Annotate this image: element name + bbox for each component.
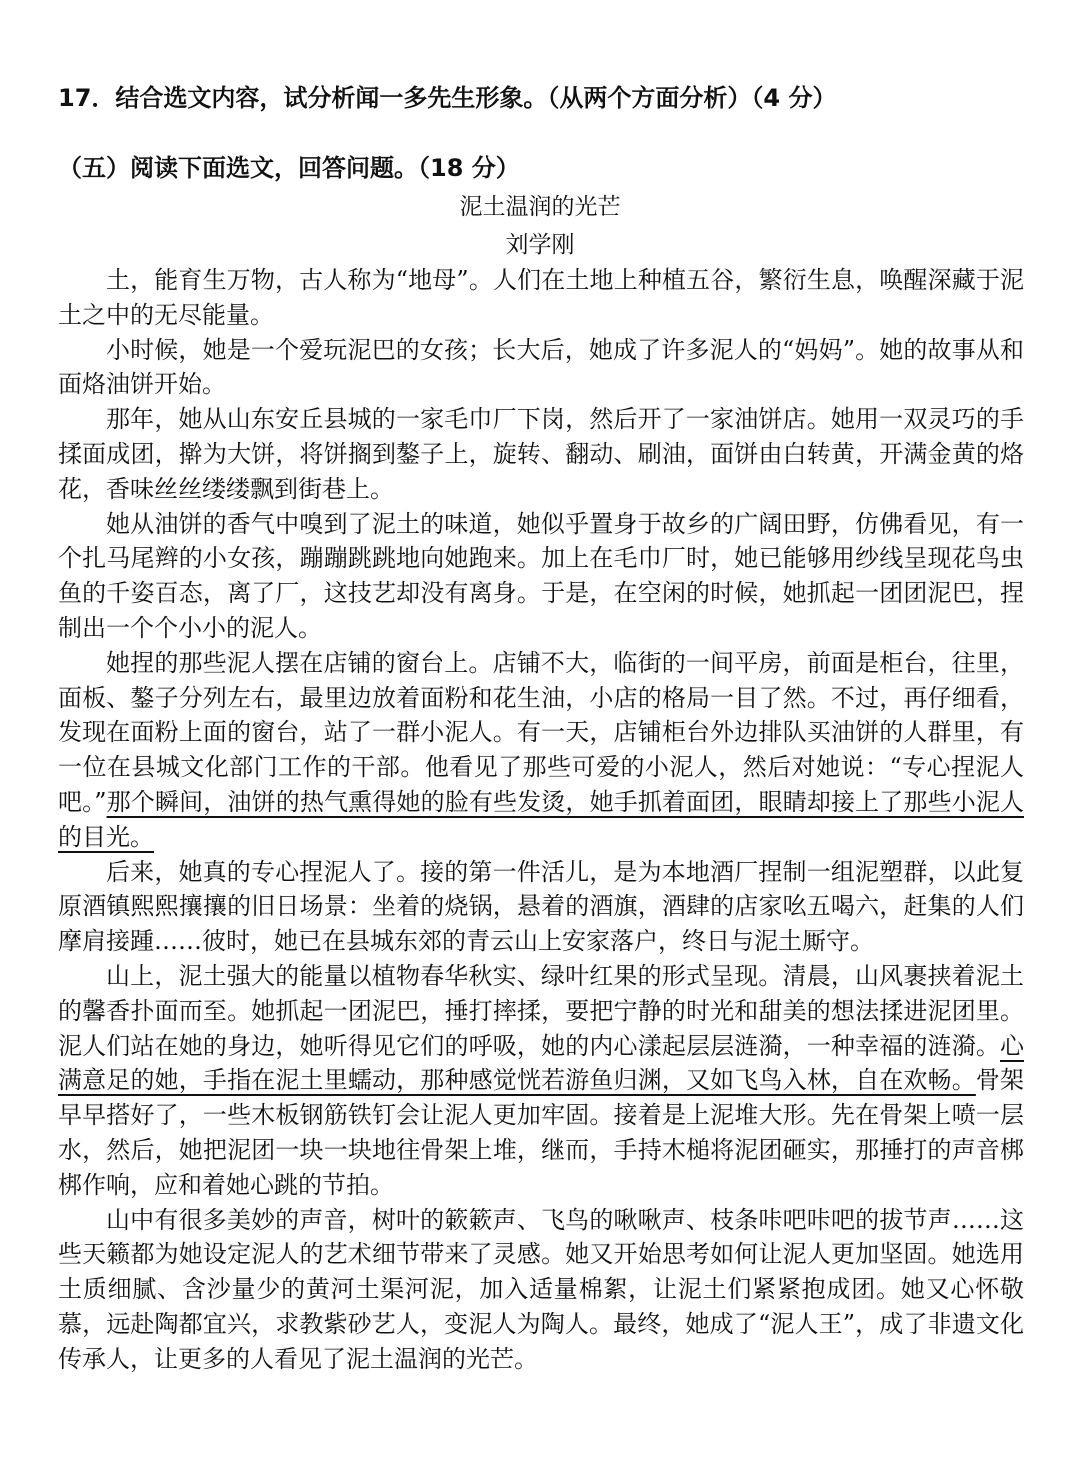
paragraph-3: 那年，她从山东安丘县城的一家毛巾厂下岗，然后开了一家油饼店。她用一双灵巧的手揉面成团，擀为大饼，将饼搁到鏊子上，旋转、翻动、刷油，面饼由白转黄，开满金黄的烙花，香味丝丝缕缕飘到街巷上。 bbox=[58, 405, 1024, 503]
paragraph-7-tail: 骨架早早搭好了，一些木板钢筋铁钉会让泥人更加牢固。接着是上泥堆大形。先在骨架上喷一层水，然后，她把泥团一块一块地往骨架上堆，继而，手持木槌将泥团砸实，那捶打的声音梆梆作响，应和着她心跳的节拍。 bbox=[58, 1066, 1024, 1199]
paragraph-2: 小时候，她是一个爱玩泥巴的女孩；长大后，她成了许多泥人的“妈妈”。她的故事从和面烙油饼开始。 bbox=[58, 335, 1024, 399]
underlined-sentence-1: 那个瞬间，油饼的热气熏得她的脸有些发烫，她手抓着面团，眼睛却接上了那些小泥人的目光。 bbox=[58, 787, 1024, 851]
paragraph-4: 她从油饼的香气中嗅到了泥土的味道，她似乎置身于故乡的广阔田野，仿佛看见，有一个扎马尾辫的小女孩，蹦蹦跳跳地向她跑来。加上在毛巾厂时，她已能够用纱线呈现花鸟虫鱼的千姿百态，离了厂，这技艺却没有离身。于是，在空闲的时候，她抓起一团团泥巴，捏制出一个个小小的泥人。 bbox=[58, 509, 1024, 642]
article-author: 刘学刚 bbox=[505, 232, 575, 258]
paragraph-5 bbox=[58, 646, 1024, 855]
article-body bbox=[58, 263, 1024, 1377]
paragraph-8: 山中有很多美妙的声音，树叶的簌簌声、飞鸟的啾啾声、枝条咔吧咔吧的拔节声……这些天籁都为她设定泥人的艺术细节带来了灵感。她又开始思考如何让泥人更加坚固。她选用土质细腻、含沙量少的黄河土渠河泥，加入适量棉絮，让泥土们紧紧抱成团。她又心怀敬慕，远赴陶都宜兴，求教紫砂艺人，变泥人为陶人。最终，她成了“泥人王”，成了非遗文化传承人，让更多的人看见了泥土温润的光芒。 bbox=[58, 1205, 1024, 1373]
paragraph-7 bbox=[58, 959, 1024, 1203]
article-title: 泥土温润的光芒 bbox=[459, 194, 621, 220]
paragraph-1: 土，能育生万物，古人称为“地母”。人们在土地上种植五谷，繁衍生息，唤醒深藏于泥土之中的无尽能量。 bbox=[58, 266, 1024, 329]
paragraph-5-text: 她捏的那些泥人摆在店铺的窗台上。店铺不大，临街的一间平房，前面是柜台，往里，面板、鏊子分列左右，最里边放着面粉和花生油，小店的格局一目了然。不过，再仔细看，发现在面粉上面的窗台，站了一群小泥人。有一天，店铺柜台外边排队买油饼的人群里，有一位在县城文化部门工作的干部。他看见了那些可爱的小泥人，然后对她说：“专心捏泥人吧。” bbox=[58, 648, 1024, 816]
section-5-heading: （五）阅读下面选文，回答问题。（18 分） bbox=[58, 154, 520, 182]
underlined-sentence-2: 心满意足的她，手指在泥土里蠕动，那种感觉恍若游鱼归渊，又如飞鸟入林，自在欢畅。 bbox=[58, 1031, 1024, 1095]
paragraph-6: 后来，她真的专心捏泥人了。接的第一件活儿，是为本地酒厂捏制一组泥塑群，以此复原酒镇熙熙攘攘的旧日场景：坐着的烧锅，悬着的酒旗，酒肆的店家吆五喝六，赶集的人们摩肩接踵……彼时，她已在县城东郊的青云山上安家落户，终日与泥土厮守。 bbox=[58, 857, 1024, 956]
question-17: 17．结合选文内容，试分析闻一多先生形象。（从两个方面分析）（4 分） bbox=[58, 84, 837, 112]
paragraph-7-text: 山上，泥土强大的能量以植物春华秋实、绿叶红果的形式呈现。清晨，山风裹挟着泥土的馨香扑面而至。她抓起一团泥巴，捶打摔揉，要把宁静的时光和甜美的想法揉进泥团里。泥人们站在她的身边，她听得见它们的呼吸，她的内心漾起层层涟漪，一种幸福的涟漪。 bbox=[58, 961, 1024, 1060]
